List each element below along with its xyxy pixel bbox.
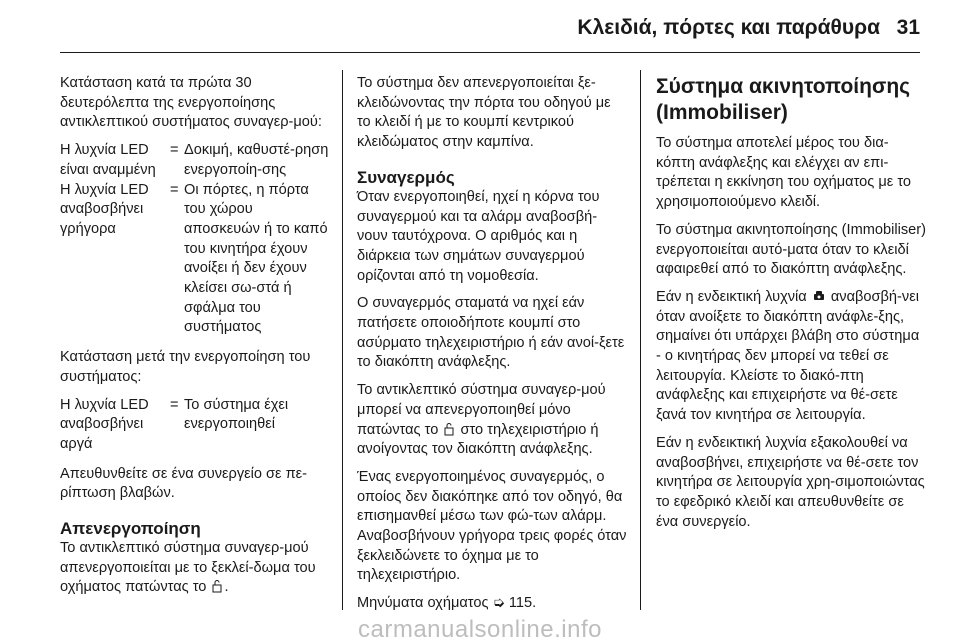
status-intro: Κατάσταση κατά τα πρώτα 30 δευτερόλεπτα της ενεργοποίησης αντικλεπτικού συστήματος συναγερ-μού: [60,75,322,131]
table-value: Δοκιμή, καθυστέ-ρηση ενεργοποίη-σης [184,142,329,178]
immo-text-2: Το σύστημα ακινητοποίησης (Immobiliser) ενεργοποιείται αυτό-ματα όταν το κλειδί αφαιρεθεί από το διακόπτη ανάφλεξης. [656,221,926,278]
immo-text-1: Το σύστημα αποτελεί μέρος του δια-κόπτη ανάφλεξης και ελέγχει αν επι-τρέπεται η εκκίνηση του οχήματος με το χρησιμοποιούμενο κλειδί. [656,135,912,211]
page-ref-number: 115. [508,595,537,612]
section-title: Κλειδιά, πόρτες και παράθυρα [577,16,880,39]
workshop-note: Απευθυνθείτε σε ένα συνεργείο σε πε-ρίπτωση βλαβών. [60,465,308,502]
heading-alarm: Συναγερμός [357,167,455,187]
alarm-text-4: Ένας ενεργοποιημένος συναγερμός, ο οποίος δεν διακόπηκε από τον οδηγό, θα επισημανθεί μέσω των φώ-των αλάρμ. Αναβοσβήνουν γρήγορα τρεις φορές όταν ξεκλειδώνετε το όχημα με το τηλεχειριστήριο. [357,468,627,584]
page-number: 31 [896,16,920,39]
column-right [656,74,926,540]
status-table-after [60,396,330,455]
heading-immobiliser: Σύστημα ακινητοποίησης (Immobiliser) [656,75,911,124]
column-left: Κατάσταση κατά τα πρώτα 30 δευτερόλεπτα της ενεργοποίησης αντικλεπτικού συστήματος συναγερ-μού: Η λυχνία LED είναι αναμμένη = Δοκιμή, καθυστέ-ρηση ενεργοποίη-σης Η λυχνία LED αναβοσβήνει γρήγορα = Οι πόρτες, η πόρτα του χώρου αποσκευών ή το καπό του κινητήρα έχουν ανοίξει ή δεν έχουν κλείσει σω-στά ή σφάλμα του συστήματος Κατάσταση μετά την ενεργοποίηση του συστήματος: Η λυχνία LED αναβοσβήνει αργά = Το σύστημα έχει ενεργοποιηθεί Απευθυνθείτε σε ένα συνεργείο σε πε-ρίπτωση βλαβών. Απενεργοποίηση Το αντικλεπτικό σύστημα συναγερ-μού απενεργοποιείται με το ξεκλεί-δωμα του οχήματος πατώντας το . [60,75,329,596]
table-key: Η λυχνία LED είναι αναμμένη [60,142,156,178]
column-divider [342,70,343,610]
watermark: carmanualsonline.info [358,616,602,643]
immobiliser-car-icon [813,289,825,303]
column-divider [640,70,641,610]
deactivation-text: Το αντικλεπτικό σύστημα συναγερ-μού απενεργοποιείται με το ξεκλεί-δωμα του οχήματος πατώντας το [60,540,316,596]
page-ref-arrow-icon: ➭ [492,595,505,612]
status-after-intro: Κατάσταση μετά την ενεργοποίηση του συστήματος: [60,349,311,385]
immo-text-3a: Εάν η ενδεικτική λυχνία [656,288,807,305]
unlock-icon [444,422,454,436]
heading-deactivation: Απενεργοποίηση [60,519,201,539]
alarm-text-2: Ο συναγερμός σταματά να ηχεί εάν πατήσετε οποιοδήποτε κουμπί στο ασύρματο τηλεχειριστήριο ή εάν ανοί-ξετε το διακόπτη ανάφλεξης. [357,295,625,371]
table-eq: = [170,396,179,413]
alarm-text-1: Όταν ενεργοποιηθεί, ηχεί η κόρνα του συναγερμού και τα αλάρμ αναβοσβή-νουν ταυτόχρονα. Ο αριθμός και η διάρκεια των σημάτων συναγερμού ορίζονται από τη νομοθεσία. [357,188,600,284]
vehicle-messages-ref: Μηνύματα οχήματος [357,595,489,612]
table-key: Η λυχνία LED αναβοσβήνει αργά [60,396,149,452]
column-middle [357,74,627,622]
table-value: Οι πόρτες, η πόρτα του χώρου αποσκευών ή το καπό του κινητήρα έχουν ανοίξει ή δεν έχουν κλείσει σω-στά ή σφάλμα του συστήματος [184,181,328,336]
table-key: Η λυχνία LED αναβοσβήνει γρήγορα [60,181,149,237]
table-eq: = [170,181,179,198]
driver-door-note: Το σύστημα δεν απενεργοποιείται ξε-κλειδώνοντας την πόρτα του οδηγού με το κλειδί ή με το κουμπί κεντρικού κλειδώματος στην καμπίνα. [357,75,611,151]
immo-text-4: Εάν η ενδεικτική λυχνία εξακολουθεί να αναβοσβήνει, επιχειρήστε να θέ-σετε τον κινητήρα σε λειτουργία χρη-σιμοποιώντας το εφεδρικό κλειδί και απευθυνθείτε σε ένα συνεργείο. [656,434,925,530]
immo-text-3b: αναβοσβή-νει όταν ανοίξετε το διακόπτη ανάφλε-ξης, σημαίνει ότι υπάρχει βλάβη στο σύστημα - ο κινητήρας δεν μπορεί να τεθεί σε λειτουργία. Κλείστε το διακό-πτη ανάφλεξης και επιχειρήστε να θέ-σετε ξανά τον κινητήρα σε λειτουργία. [656,288,920,424]
table-eq: = [170,142,179,159]
status-table-initial [60,141,330,338]
alarm-text-3a: Το αντικλεπτικό σύστημα συναγερ-μού μπορεί να απενεργοποιηθεί μόνο πατώντας το [357,382,606,438]
table-value: Το σύστημα έχει ενεργοποιηθεί [184,396,289,433]
header-rule [60,52,920,53]
unlock-icon [212,579,222,593]
page-header [0,0,960,52]
alarm-text-3b: στο τηλεχειριστήριο ή ανοίγοντας τον διακόπτη ανάφλεξης. [357,421,599,458]
